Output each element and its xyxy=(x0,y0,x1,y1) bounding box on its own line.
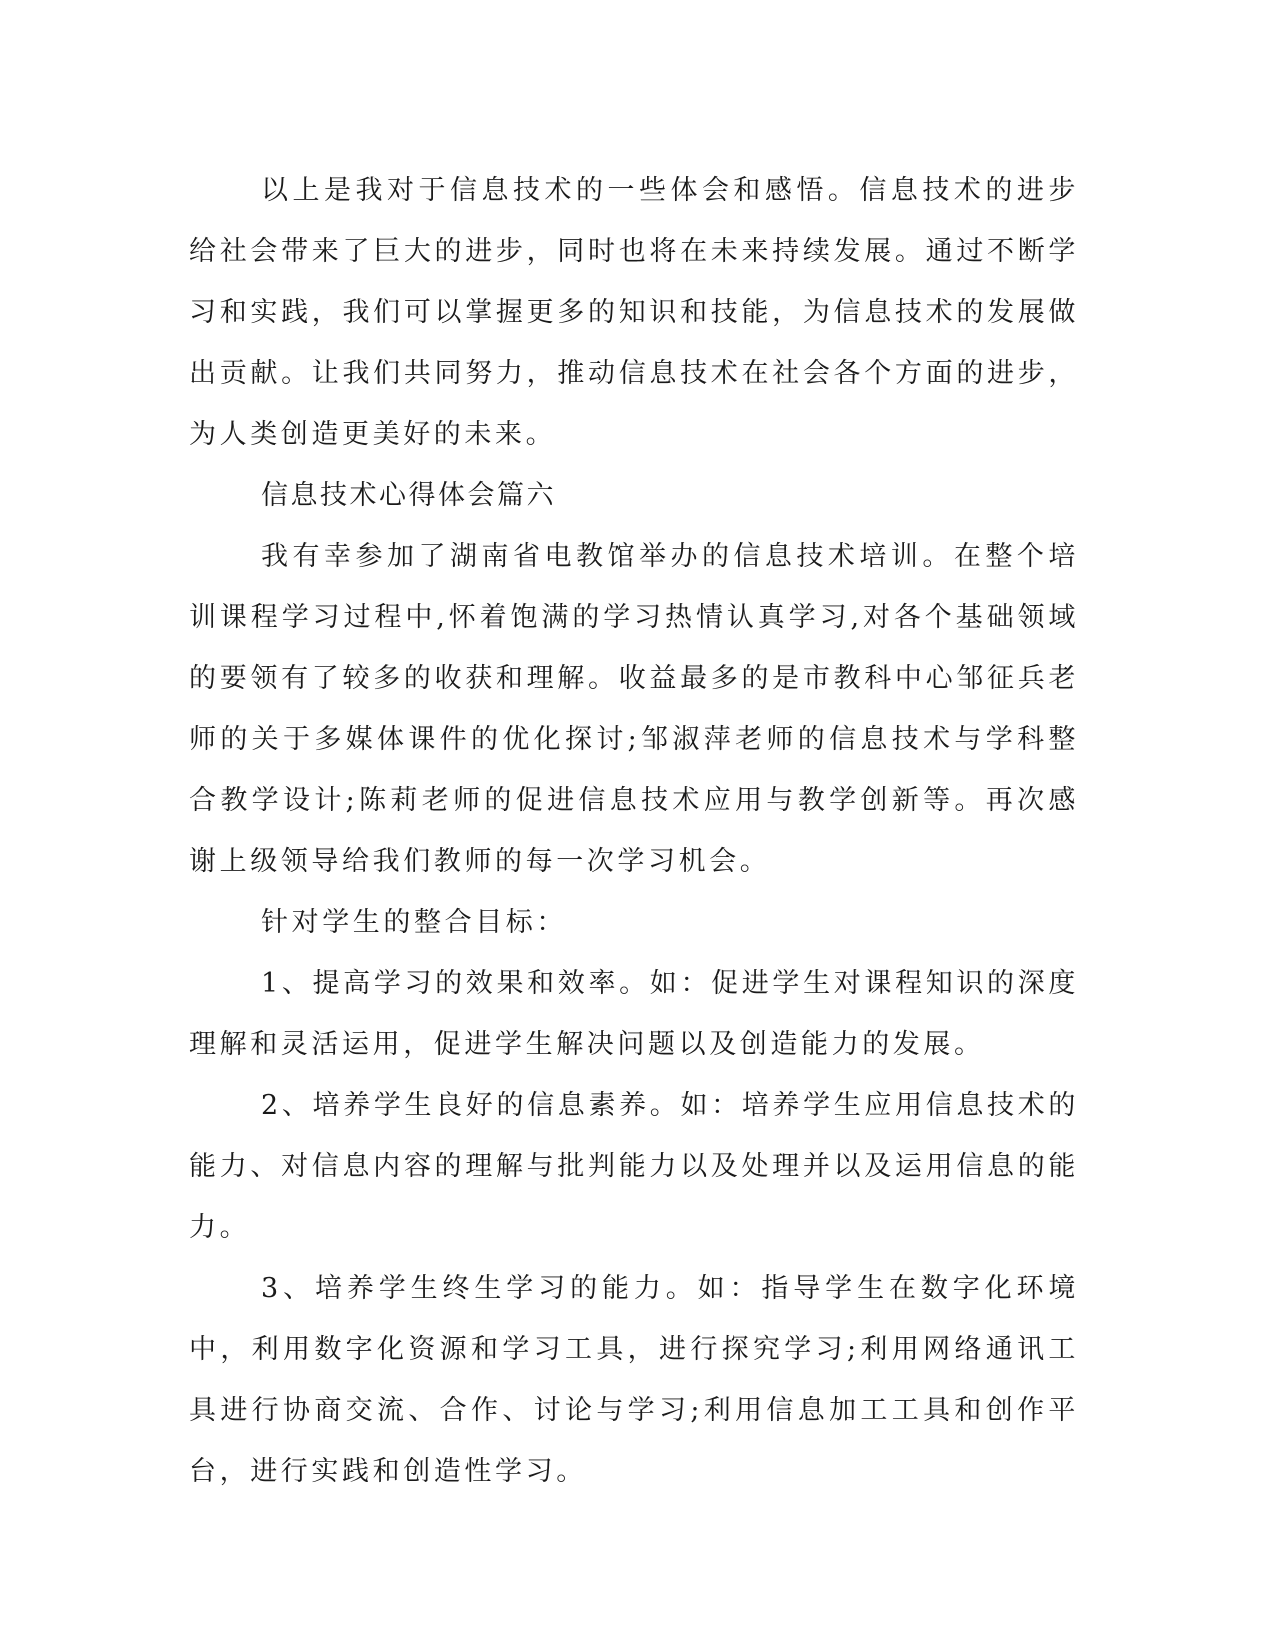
paragraph-conclusion: 以上是我对于信息技术的一些体会和感悟。信息技术的进步给社会带来了巨大的进步，同时也将在未来持续发展。通过不断学习和实践，我们可以掌握更多的知识和技能，为信息技术的发展做出贡献。让我们共同努力，推动信息技术在社会各个方面的进步，为人类创造更美好的未来。 xyxy=(189,175,1079,450)
paragraph-goal-3: 3、培养学生终生学习的能力。如：指导学生在数字化环境中，利用数字化资源和学习工具，进行探究学习;利用网络通讯工具进行协商交流、合作、讨论与学习;利用信息加工工具和创作平台，进行实践和创造性学习。 xyxy=(189,1273,1079,1487)
paragraph-training: 我有幸参加了湖南省电教馆举办的信息技术培训。在整个培训课程学习过程中,怀着饱满的学习热情认真学习,对各个基础领域的要领有了较多的收获和理解。收益最多的是市教科中心邹征兵老师的关于多媒体课件的优化探讨;邹淑萍老师的信息技术与学科整合教学设计;陈莉老师的促进信息技术应用与教学创新等。再次感谢上级领导给我们教师的每一次学习机会。 xyxy=(189,541,1079,877)
paragraph-goal-2: 2、培养学生良好的信息素养。如：培养学生应用信息技术的能力、对信息内容的理解与批判能力以及处理并以及运用信息的能力。 xyxy=(189,1090,1079,1243)
section-heading: 信息技术心得体会篇六 xyxy=(261,480,556,511)
paragraph-goal-1: 1、提高学习的效果和效率。如：促进学生对课程知识的深度理解和灵活运用，促进学生解决问题以及创造能力的发展。 xyxy=(189,968,1079,1060)
paragraph-goals-intro: 针对学生的整合目标： xyxy=(261,907,567,938)
document-body xyxy=(189,160,1079,1502)
